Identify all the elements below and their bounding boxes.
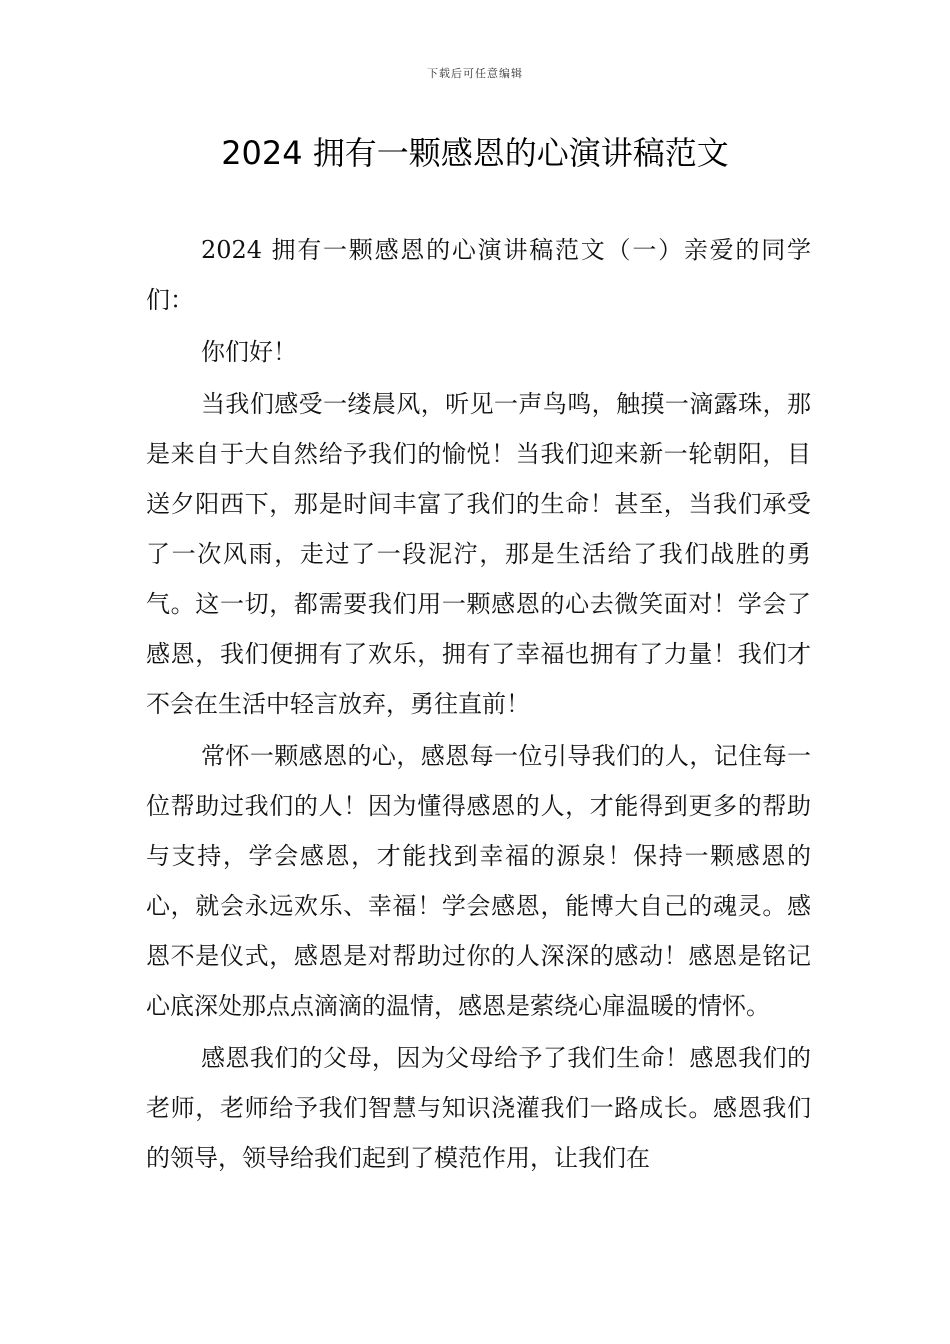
paragraph-1: 2024 拥有一颗感恩的心演讲稿范文（一）亲爱的同学们： [146,236,811,314]
paragraph-2: 你们好！ [201,338,297,366]
header-note: 下载后可任意编辑 [427,67,523,80]
document-body [146,225,811,1185]
paragraph-5: 感恩我们的父母，因为父母给予了我们生命！感恩我们的老师，老师给予我们智慧与知识浇灌我们一路成长。感恩我们的领导，领导给我们起到了模范作用，让我们在 [146,1044,811,1172]
paragraph-4: 常怀一颗感恩的心，感恩每一位引导我们的人，记住每一位帮助过我们的人！因为懂得感恩的人，才能得到更多的帮助与支持，学会感恩，才能找到幸福的源泉！保持一颗感恩的心，就会永远欢乐、幸福！学会感恩，能博大自己的魂灵。感恩不是仪式，感恩是对帮助过你的人深深的感动！感恩是铭记心底深处那点点滴滴的温情，感恩是萦绕心扉温暖的情怀。 [146,742,811,1020]
paragraph-3: 当我们感受一缕晨风，听见一声鸟鸣，触摸一滴露珠，那是来自于大自然给予我们的愉悦！当我们迎来新一轮朝阳，目送夕阳西下，那是时间丰富了我们的生命！甚至，当我们承受了一次风雨，走过了一段泥泞，那是生活给了我们战胜的勇气。这一切，都需要我们用一颗感恩的心去微笑面对！学会了感恩，我们便拥有了欢乐，拥有了幸福也拥有了力量！我们才不会在生活中轻言放弃，勇往直前！ [146,390,811,718]
document-title: 2024 拥有一颗感恩的心演讲稿范文 [221,134,729,172]
